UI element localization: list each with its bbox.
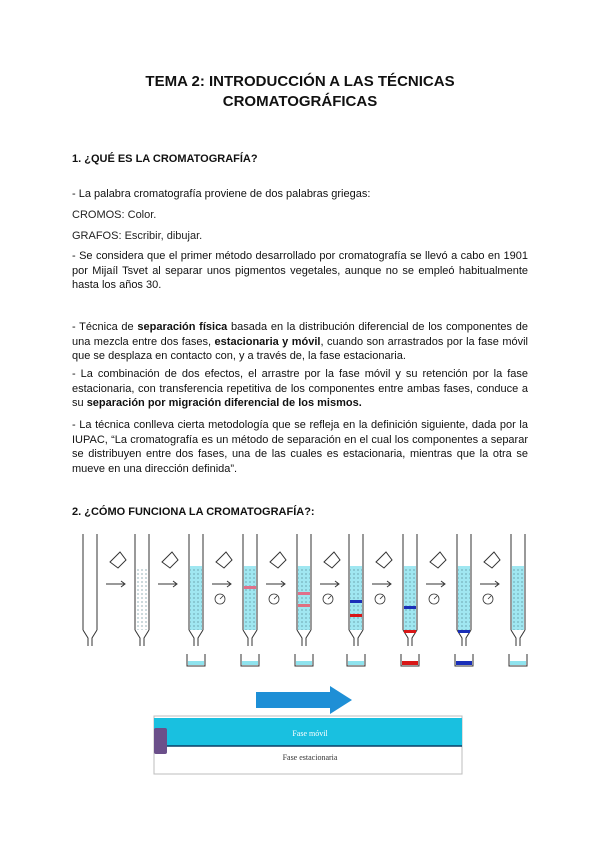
analyte-band — [404, 630, 416, 633]
analyte-band — [404, 606, 416, 609]
analyte-band — [350, 600, 362, 603]
collected-fraction — [242, 661, 258, 665]
analyte-band — [298, 592, 310, 595]
paragraph-iupac: - La técnica conlleva cierta metodología que se refleja en la definición siguiente, dada por la IUPAC, “La cromatografía es un método de separación en el cual los componentes a separar se distribuyen entre dos fases, una de las cuales es estacionaria, mientras que la otra se mueve en una dirección definida”. — [72, 419, 528, 475]
text-run: - La combinación de dos efectos, el arrastre por la fase móvil y su retención por la fase estacionaria, con transferencia repetitiva de los componentes entre ambas fases, conduce a su — [72, 368, 528, 409]
stationary-phase-packing — [244, 568, 256, 630]
eluent-flask-icon — [484, 552, 500, 568]
stationary-phase-packing — [350, 568, 362, 630]
eluent-flask-icon — [430, 552, 446, 568]
analyte-band — [298, 604, 310, 607]
collected-fraction — [510, 661, 526, 665]
collected-fraction — [456, 661, 472, 665]
title-line-2: CROMATOGRÁFICAS — [222, 93, 378, 110]
eluent-flask-icon — [324, 552, 340, 568]
eluent-flask-icon — [216, 552, 232, 568]
stationary-phase-packing — [512, 568, 524, 630]
title-line-1: TEMA 2: INTRODUCCIÓN A LAS TÉCNICAS — [145, 73, 455, 90]
stationary-phase-packing — [458, 568, 470, 630]
collected-fraction — [348, 661, 364, 665]
def-grafos: Escribir, dibujar. — [121, 230, 203, 242]
term-cromos: CROMOS: — [72, 209, 125, 221]
collected-fraction — [188, 661, 204, 665]
column-outlet — [243, 630, 257, 646]
def-cromos: Color. — [124, 209, 157, 221]
section-2-heading: 2. ¿CÓMO FUNCIONA LA CROMATOGRAFÍA?: — [72, 506, 315, 518]
collected-fraction — [402, 661, 418, 665]
paragraph-history: - Se considera que el primer método desarrollado por cromatografía se llevó a cabo en 1901 por Mijaíl Tsvet al separar unos pigmentos vegetales, aunque no se empleó habitualmente hasta los años 30. — [72, 250, 528, 291]
stationary-phase-packing — [136, 568, 148, 630]
eluent-flask-icon — [110, 552, 126, 568]
bold-separacion-migracion: separación por migración diferencial de los mismos. — [86, 397, 362, 409]
text-run: - Técnica de — [72, 321, 138, 333]
stationary-phase-label: Fase estacionaria — [282, 753, 338, 762]
column-outlet — [135, 630, 149, 646]
column-outlet — [349, 630, 363, 646]
column-outlet — [83, 630, 97, 646]
analyte-band — [244, 586, 256, 589]
column-outlet — [189, 630, 203, 646]
collected-fraction — [296, 661, 312, 665]
paragraph-origin: - La palabra cromatografía proviene de dos palabras griegas: — [72, 188, 371, 200]
eluent-flask-icon — [376, 552, 392, 568]
flow-direction-arrow — [256, 686, 352, 714]
section-1-heading: 1. ¿QUÉ ES LA CROMATOGRAFÍA? — [72, 153, 258, 165]
bold-separacion-fisica: separación física — [137, 321, 228, 333]
column-sequence — [83, 534, 527, 666]
mobile-phase-label: Fase móvil — [292, 729, 328, 738]
column-outlet — [511, 630, 525, 646]
column-outlet — [297, 630, 311, 646]
bold-estacionaria-movil: estacionaria y móvil — [214, 335, 321, 348]
eluent-flask-icon — [162, 552, 178, 568]
sample-plug — [154, 728, 167, 754]
term-grafos: GRAFOS: — [72, 230, 122, 242]
stationary-phase-packing — [404, 568, 416, 630]
stationary-phase-packing — [298, 568, 310, 630]
analyte-band — [350, 614, 362, 617]
phase-diagram — [154, 716, 462, 774]
analyte-band — [458, 630, 470, 633]
stationary-phase-packing — [190, 568, 202, 630]
text-run: , cuando son arrastrados por la fase móvil que se desplaza en contacto con, y a través de, la fase estacionaria. — [72, 335, 528, 362]
text-run: basada en la distribución diferencial de los componentes de una mezcla entre dos fases, — [72, 321, 528, 348]
eluent-flask-icon — [270, 552, 286, 568]
